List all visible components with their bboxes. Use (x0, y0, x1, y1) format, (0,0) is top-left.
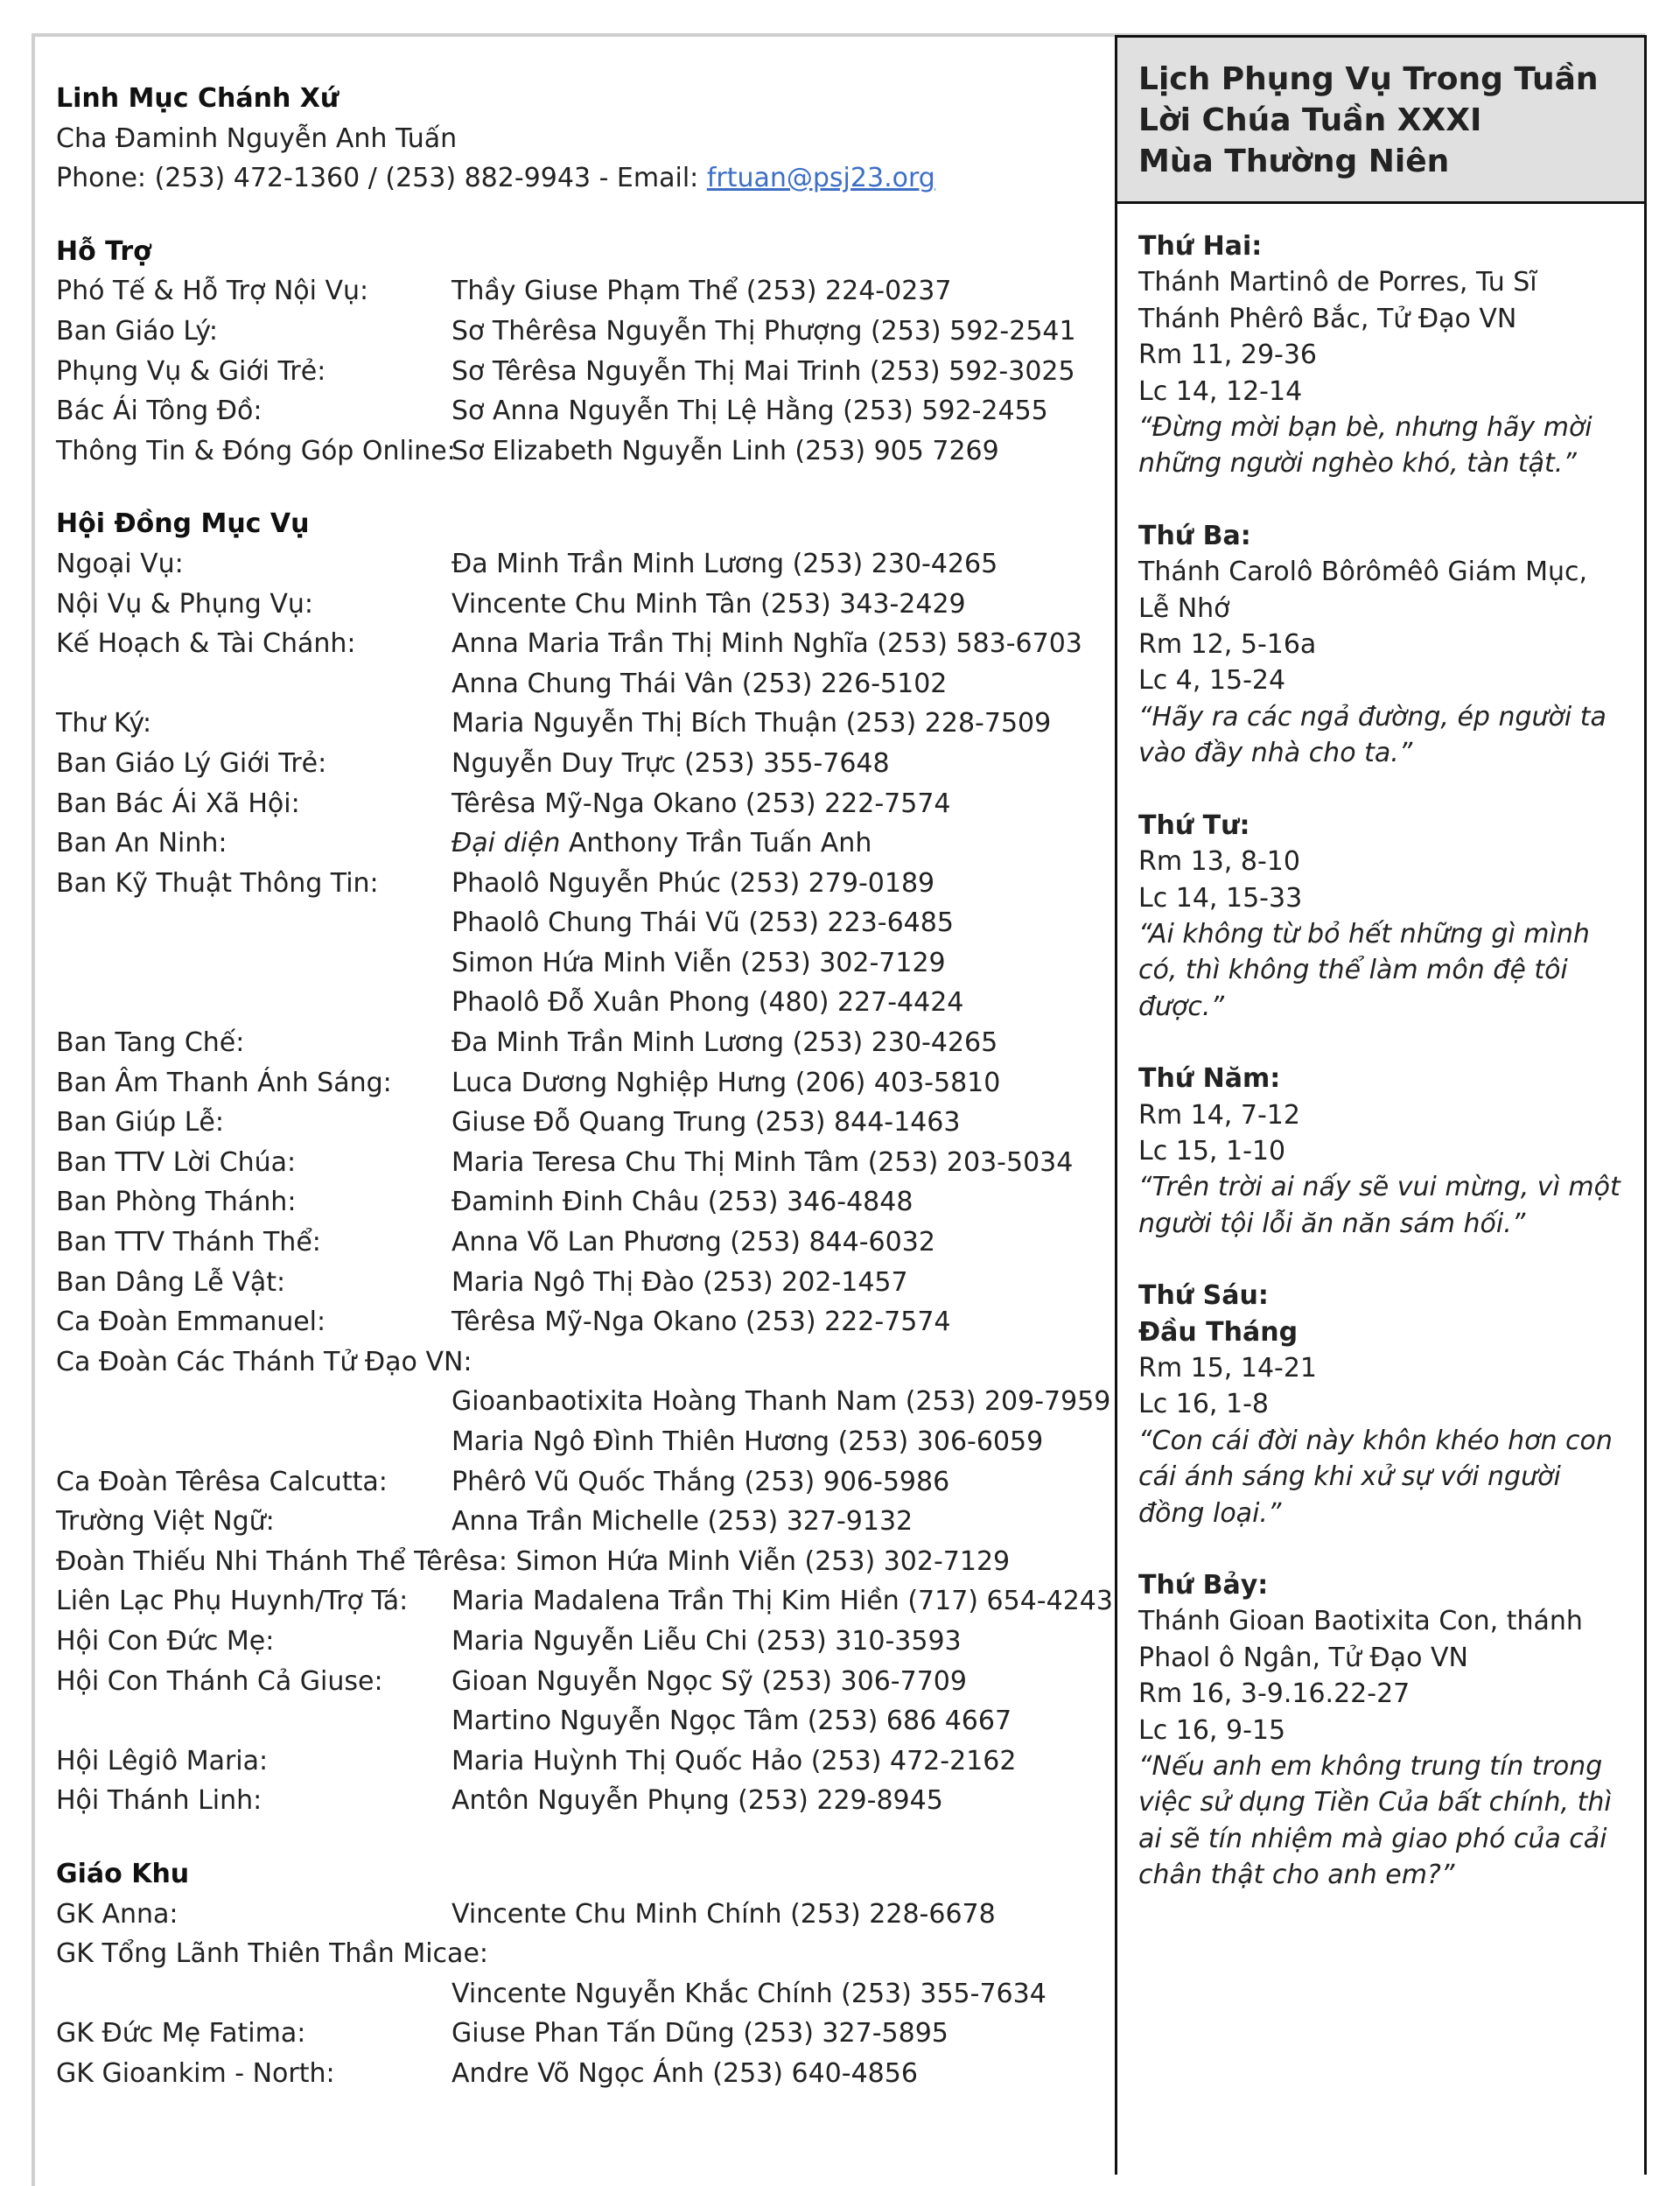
role-label: Ban Bác Ái Xã Hội: (56, 788, 300, 819)
council-row (56, 864, 1088, 904)
day-name: Thứ Năm: (1138, 1063, 1281, 1095)
day-line: Thánh Phêrô Bắc, Tử Đạo VN (1138, 303, 1517, 334)
council-row (56, 1063, 1088, 1104)
role-label: Hội Con Đức Mẹ: (56, 1625, 275, 1657)
day-subtitle: Đầu Tháng (1138, 1316, 1298, 1348)
choir-vn-member: Maria Ngô Đình Thiên Hương (253) 306-6059 (452, 1426, 1044, 1457)
day-reading: Rm 14, 7-12 (1138, 1099, 1300, 1131)
council-row (56, 1103, 1088, 1143)
person-contact: Sơ Têrêsa Nguyễn Thị Mai Trinh (253) 592-3025 (452, 355, 1075, 387)
council-row (56, 1701, 1088, 1741)
liturgy-header (1117, 38, 1644, 204)
person-contact: Andre Võ Ngọc Ánh (253) 640-4856 (452, 2057, 918, 2089)
day-reading: Lc 14, 15-33 (1138, 882, 1303, 914)
support-row (56, 431, 1088, 472)
liturgy-panel (1115, 35, 1647, 2175)
day-reading: Rm 11, 29-36 (1138, 340, 1318, 371)
person-contact: Maria Madalena Trần Thị Kim Hiền (717) 654-4243 (452, 1586, 1113, 1617)
liturgy-body (1117, 204, 1644, 1894)
council-heading: Hội Đồng Mục Vụ (56, 508, 310, 540)
person-contact: Phêrô Vũ Quốc Thắng (253) 906-5986 (452, 1466, 950, 1497)
day-thursday (1138, 1061, 1623, 1242)
role-label: Ban Giúp Lễ: (56, 1107, 224, 1139)
person-contact: Đaminh Đinh Châu (253) 346-4848 (452, 1187, 914, 1218)
role-label (56, 983, 452, 1023)
council-row (56, 1223, 1088, 1263)
district-row (56, 1895, 1088, 1935)
person-contact: Vincente Chu Minh Chính (253) 228-6678 (452, 1898, 996, 1930)
day-reading: Lc 16, 9-15 (1138, 1714, 1286, 1746)
council-row (56, 744, 1088, 784)
day-line: Thánh Carolô Bôrômêô Giám Mục, Lễ Nhớ (1138, 557, 1588, 624)
day-reading: Rm 16, 3-9.16.22-27 (1138, 1678, 1410, 1710)
person-contact: Phaolô Đỗ Xuân Phong (480) 227-4424 (452, 987, 964, 1019)
support-row (56, 391, 1088, 431)
role-label: Ban Giáo Lý: (56, 315, 219, 347)
role-label: Ngoại Vụ: (56, 548, 184, 579)
day-line: Thánh Gioan Baotixita Con, thánh Phaol ô Ngân, Tử Đạo VN (1138, 1606, 1583, 1673)
person-contact: Giuse Phan Tấn Dũng (253) 327-5895 (452, 2018, 948, 2049)
role-label: Ban TTV Lời Chúa: (56, 1146, 297, 1178)
youth-group-line: Đoàn Thiếu Nhi Thánh Thể Têrêsa: Simon Hứa Minh Viễn (253) 302-7129 (56, 1545, 1011, 1577)
role-label: Ban Âm Thanh Ánh Sáng: (56, 1067, 392, 1098)
pastor-contact-text: Phone: (253) 472-1360 / (253) 882-9943 - Email: (56, 163, 707, 194)
person-contact: Têrêsa Mỹ-Nga Okano (253) 222-7574 (452, 1307, 951, 1338)
day-quote: “Đừng mời bạn bè, nhưng hãy mời những người nghèo khó, tàn tật.” (1138, 412, 1592, 480)
council-row (56, 1462, 1088, 1503)
council-row (56, 1143, 1088, 1183)
role-label (56, 903, 452, 943)
person-contact: Têrêsa Mỹ-Nga Okano (253) 222-7574 (452, 788, 951, 819)
district-row (56, 2014, 1088, 2054)
choir-vn-label: Ca Đoàn Các Thánh Tử Đạo VN: (56, 1346, 472, 1377)
role-label (56, 664, 452, 704)
person-contact: Maria Huỳnh Thị Quốc Hảo (253) 472-2162 (452, 1745, 1017, 1776)
role-label (56, 943, 452, 984)
council-row (56, 1502, 1088, 1542)
day-name: Thứ Tư: (1138, 809, 1250, 841)
day-line: Thánh Martinô de Porres, Tu Sĩ (1138, 267, 1537, 298)
role-label: Phó Tế & Hỗ Trợ Nội Vụ: (56, 276, 369, 307)
council-row (56, 664, 1088, 704)
person-contact: Sơ Anna Nguyễn Thị Lệ Hằng (253) 592-2455 (452, 396, 1048, 427)
district-row (56, 2054, 1088, 2094)
council-row (56, 544, 1088, 585)
council-row (56, 1302, 1088, 1342)
support-row (56, 312, 1088, 352)
pastor-contact (56, 158, 1088, 199)
liturgy-season: Mùa Thường Niên (1138, 144, 1450, 179)
day-reading: Rm 12, 5-16a (1138, 629, 1317, 661)
person-contact: Simon Hứa Minh Viễn (253) 302-7129 (452, 947, 946, 978)
council-row (56, 823, 1088, 864)
pastor-name: Cha Đaminh Nguyễn Anh Tuấn (56, 123, 458, 154)
role-label: GK Gioankim - North: (56, 2057, 335, 2089)
person-contact: Anna Chung Thái Vân (253) 226-5102 (452, 668, 948, 699)
role-label: Hội Con Thánh Cả Giuse: (56, 1665, 383, 1697)
person-contact: Phaolô Chung Thái Vũ (253) 223-6485 (452, 907, 954, 939)
district-micae-label: GK Tổng Lãnh Thiên Thần Micae: (56, 1938, 489, 1970)
council-row (56, 1622, 1088, 1662)
role-label: Ban Giáo Lý Giới Trẻ: (56, 747, 327, 779)
person-contact: Anna Trần Michelle (253) 327-9132 (452, 1506, 914, 1538)
liturgy-week: Lời Chúa Tuần XXXI (1138, 102, 1482, 138)
day-name: Thứ Hai: (1138, 231, 1263, 262)
council-row (56, 1662, 1088, 1702)
person-name: Anthony Trần Tuấn Anh (568, 828, 872, 859)
day-name: Thứ Sáu: (1138, 1280, 1269, 1312)
pastor-heading: Linh Mục Chánh Xứ (56, 83, 340, 114)
person-contact: Sơ Thêrêsa Nguyễn Thị Phượng (253) 592-2541 (452, 315, 1076, 347)
role-label: Liên Lạc Phụ Huynh/Trợ Tá: (56, 1586, 409, 1617)
role-label: Trường Việt Ngữ: (56, 1506, 275, 1538)
person-contact: Phaolô Nguyễn Phúc (253) 279-0189 (452, 867, 935, 899)
person-contact: Anna Võ Lan Phương (253) 844-6032 (452, 1227, 935, 1258)
district-micae-person: Vincente Nguyễn Khắc Chính (253) 355-7634 (452, 1978, 1046, 2009)
role-label: Bác Ái Tông Đồ: (56, 396, 262, 427)
person-contact: Thầy Giuse Phạm Thể (253) 224-0237 (452, 276, 952, 307)
districts-heading: Giáo Khu (56, 1858, 190, 1889)
person-contact-security (452, 823, 872, 864)
person-contact: Maria Nguyễn Liễu Chi (253) 310-3593 (452, 1625, 962, 1657)
day-reading: Lc 15, 1-10 (1138, 1135, 1286, 1167)
day-saturday (1138, 1567, 1623, 1894)
pastor-email-link[interactable]: frtuan@psj23.org (706, 163, 935, 194)
person-contact: Đa Minh Trần Minh Lương (253) 230-4265 (452, 1027, 998, 1059)
day-quote: “Hãy ra các ngả đường, ép người ta vào đầy nhà cho ta.” (1138, 701, 1606, 769)
support-row (56, 352, 1088, 392)
day-monday (1138, 228, 1623, 482)
day-reading: Lc 14, 12-14 (1138, 375, 1303, 407)
council-row (56, 943, 1088, 984)
person-contact: Giuse Đỗ Quang Trung (253) 844-1463 (452, 1107, 961, 1139)
council-row (56, 1263, 1088, 1303)
council-row (56, 784, 1088, 824)
role-label: Thư Ký: (56, 708, 152, 739)
person-contact: Sơ Elizabeth Nguyễn Linh (253) 905 7269 (452, 435, 999, 466)
council-row (56, 1581, 1113, 1622)
support-row (56, 271, 1088, 312)
day-name: Thứ Bảy: (1138, 1570, 1269, 1601)
person-contact: Maria Teresa Chu Thị Minh Tâm (253) 203-5034 (452, 1146, 1074, 1178)
person-contact: Gioan Nguyễn Ngọc Sỹ (253) 306-7709 (452, 1665, 967, 1697)
role-label: Ca Đoàn Emmanuel: (56, 1307, 326, 1338)
role-label: Ban Tang Chế: (56, 1027, 245, 1059)
council-row (56, 1781, 1088, 1821)
council-row (56, 624, 1088, 664)
role-label: Ban Kỹ Thuật Thông Tin: (56, 867, 379, 899)
choir-vn-member: Gioanbaotixita Hoàng Thanh Nam (253) 209-7959 (452, 1386, 1111, 1418)
council-row (56, 983, 1088, 1023)
role-label: Thông Tin & Đóng Góp Online: (56, 435, 456, 466)
role-label: Ban An Ninh: (56, 828, 228, 859)
day-name: Thứ Ba: (1138, 520, 1251, 551)
day-reading: Lc 16, 1-8 (1138, 1389, 1269, 1420)
directory-column (56, 79, 1113, 2094)
person-contact: Maria Nguyễn Thị Bích Thuận (253) 228-7509 (452, 708, 1052, 739)
role-label: Hội Lêgiô Maria: (56, 1745, 269, 1776)
role-label: Phụng Vụ & Giới Trẻ: (56, 355, 326, 387)
person-contact: Martino Nguyễn Ngọc Tâm (253) 686 4667 (452, 1706, 1012, 1737)
day-quote: “Nếu anh em không trung tín trong việc sử dụng Tiền Của bất chính, thì ai sẽ tín nhiệm mà giao phó của cải chân thật cho anh em?” (1138, 1751, 1612, 1891)
person-contact: Nguyễn Duy Trực (253) 355-7648 (452, 747, 890, 779)
person-contact: Vincente Chu Minh Tân (253) 343-2429 (452, 588, 966, 620)
role-label: Nội Vụ & Phụng Vụ: (56, 588, 314, 620)
person-contact: Antôn Nguyễn Phụng (253) 229-8945 (452, 1785, 943, 1817)
day-tuesday (1138, 518, 1623, 772)
role-label: Ban Phòng Thánh: (56, 1187, 297, 1218)
role-label: Ban Dâng Lễ Vật: (56, 1266, 286, 1298)
role-label: GK Đức Mẹ Fatima: (56, 2018, 306, 2049)
role-label: Ca Đoàn Têrêsa Calcutta: (56, 1466, 388, 1497)
person-contact: Đa Minh Trần Minh Lương (253) 230-4265 (452, 548, 998, 579)
council-row (56, 1741, 1088, 1782)
council-row (56, 1023, 1088, 1063)
role-label: Ban TTV Thánh Thể: (56, 1227, 321, 1258)
day-quote: “Ai không từ bỏ hết những gì mình có, thì không thể làm môn đệ tôi được.” (1138, 918, 1590, 1022)
role-label (56, 1701, 452, 1741)
day-reading: Rm 15, 14-21 (1138, 1352, 1318, 1384)
day-quote: “Con cái đời này khôn khéo hơn con cái ánh sáng khi xử sự với người đồng loại.” (1138, 1425, 1613, 1529)
day-reading: Lc 4, 15-24 (1138, 665, 1286, 697)
council-row (56, 1182, 1088, 1223)
council-row (56, 585, 1088, 625)
day-wednesday (1138, 808, 1623, 1025)
role-label: Hội Thánh Linh: (56, 1785, 262, 1817)
person-contact: Luca Dương Nghiệp Hưng (206) 403-5810 (452, 1067, 1001, 1098)
person-contact: Maria Ngô Thị Đào (253) 202-1457 (452, 1266, 908, 1298)
day-friday (1138, 1278, 1623, 1531)
council-row (56, 704, 1088, 744)
role-label: GK Anna: (56, 1898, 178, 1930)
council-row (56, 903, 1088, 943)
liturgy-title: Lịch Phụng Vụ Trong Tuần (1138, 61, 1599, 97)
day-reading: Rm 13, 8-10 (1138, 846, 1300, 878)
person-contact: Anna Maria Trần Thị Minh Nghĩa (253) 583-6703 (452, 628, 1082, 660)
day-quote: “Trên trời ai nấy sẽ vui mừng, vì một người tội lỗi ăn năn sám hối.” (1138, 1172, 1620, 1239)
support-heading: Hỗ Trợ (56, 235, 151, 267)
role-label: Kế Hoạch & Tài Chánh: (56, 628, 356, 660)
representative-prefix: Đại diện (452, 828, 561, 859)
